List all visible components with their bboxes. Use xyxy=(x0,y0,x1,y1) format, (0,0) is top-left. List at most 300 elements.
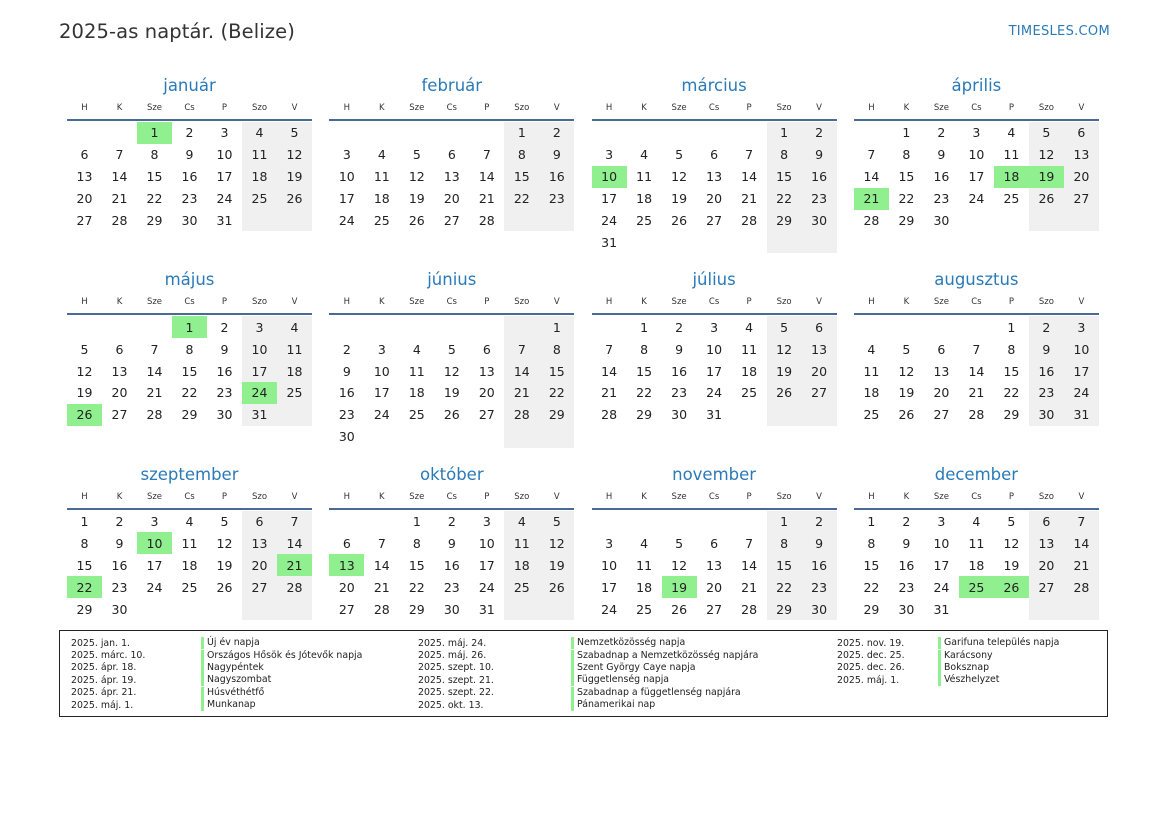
empty-cell xyxy=(592,316,627,338)
day-cell: 16 xyxy=(338,385,355,401)
weekday-label: P xyxy=(1008,103,1014,113)
day-cell: 27 xyxy=(76,213,93,228)
month-7 xyxy=(854,268,1099,462)
day-cell: 21 xyxy=(504,382,539,404)
month-name: június xyxy=(427,270,477,290)
day-cell: 25 xyxy=(504,576,539,598)
day-cell: 7 xyxy=(1064,511,1099,533)
day-cell: 24 xyxy=(478,579,495,595)
day-cell: 17 xyxy=(338,191,355,207)
empty-cell xyxy=(329,122,364,144)
empty-cell xyxy=(434,426,469,448)
weekday-header xyxy=(854,486,1099,508)
day-cell: 30 xyxy=(802,210,837,232)
empty-cell xyxy=(102,316,137,338)
day-cell: 11 xyxy=(636,169,653,185)
day-cell: 24 xyxy=(933,579,950,595)
day-cell: 8 xyxy=(80,535,89,551)
day-cell: 13 xyxy=(111,363,128,379)
day-cell: 3 xyxy=(972,125,981,141)
day-cell: 21 xyxy=(277,554,312,576)
day-cell: 11 xyxy=(863,363,880,379)
day-cell: 8 xyxy=(504,144,539,166)
day-cell: 9 xyxy=(802,532,837,554)
day-cell: 19 xyxy=(76,385,93,401)
day-cell: 8 xyxy=(767,532,802,554)
empty-cell xyxy=(172,598,207,620)
day-cell: 20 xyxy=(706,191,723,207)
day-cell: 20 xyxy=(111,385,128,401)
day-cell: 1 xyxy=(539,316,574,338)
holiday-date: 2025. szept. 21. xyxy=(418,674,494,686)
month-8 xyxy=(67,463,312,657)
day-cell: 15 xyxy=(767,166,802,188)
day-cell: 23 xyxy=(933,191,950,207)
holiday-date: 2025. szept. 10. xyxy=(418,662,494,674)
day-cell: 5 xyxy=(220,514,229,530)
day-cell: 12 xyxy=(76,363,93,379)
weekday-label: Sze xyxy=(671,297,687,308)
empty-cell xyxy=(732,122,767,144)
day-cell: 24 xyxy=(216,191,233,207)
day-cell: 2 xyxy=(220,319,229,335)
weekday-header xyxy=(329,486,574,508)
day-cell: 9 xyxy=(115,535,124,551)
holiday-name: Szabadnap a függetlenség napjára xyxy=(571,687,741,699)
day-cell: 26 xyxy=(767,382,802,404)
day-cell: 5 xyxy=(1029,122,1064,144)
day-cell: 12 xyxy=(216,535,233,551)
holiday-name: Országos Hősök és Jótevők napja xyxy=(201,650,362,662)
empty-cell xyxy=(697,231,732,253)
weekday-label: P xyxy=(1008,297,1014,308)
day-cell: 29 xyxy=(539,404,574,426)
legend-item xyxy=(71,674,362,686)
weekday-label: P xyxy=(484,297,490,308)
day-cell: 16 xyxy=(539,166,574,188)
empty-cell xyxy=(504,210,539,232)
day-cell: 15 xyxy=(863,557,880,573)
day-cell: 22 xyxy=(67,576,102,598)
empty-cell xyxy=(364,511,399,533)
holiday-name: Szabadnap a Nemzetközösség napjára xyxy=(571,650,758,662)
weekday-label: V xyxy=(291,297,298,308)
day-cell: 24 xyxy=(601,601,618,617)
weekday-label: Cs xyxy=(971,491,982,502)
weekday-label: Cs xyxy=(971,103,982,113)
day-cell: 21 xyxy=(601,385,618,401)
day-cell: 27 xyxy=(478,407,495,423)
empty-cell xyxy=(469,122,504,144)
day-cell: 7 xyxy=(745,535,754,551)
day-cell: 26 xyxy=(994,576,1029,598)
day-cell: 30 xyxy=(216,407,233,423)
day-cell: 25 xyxy=(959,576,994,598)
day-cell: 4 xyxy=(242,122,277,144)
legend-item xyxy=(837,637,1059,649)
holiday-name: Függetlenség napja xyxy=(571,674,669,686)
day-cell: 9 xyxy=(675,341,684,357)
holiday-date: 2025. ápr. 19. xyxy=(71,674,137,686)
day-cell: 15 xyxy=(767,554,802,576)
day-cell: 21 xyxy=(1064,554,1099,576)
day-cell: 5 xyxy=(1007,514,1016,530)
day-cell: 27 xyxy=(111,407,128,423)
holiday-name: Pánamerikai nap xyxy=(571,699,655,711)
day-cell: 1 xyxy=(767,122,802,144)
day-cell: 2 xyxy=(802,511,837,533)
empty-cell xyxy=(102,122,137,144)
weekday-label: Cs xyxy=(184,103,195,113)
day-cell: 26 xyxy=(898,407,915,423)
header-rule xyxy=(329,508,574,510)
weekday-label: K xyxy=(116,491,123,502)
empty-cell xyxy=(399,426,434,448)
day-cell: 3 xyxy=(482,514,491,530)
empty-cell xyxy=(434,122,469,144)
legend-item xyxy=(418,674,758,686)
day-cell: 4 xyxy=(412,341,421,357)
day-cell: 1 xyxy=(640,319,649,335)
day-cell: 6 xyxy=(937,341,946,357)
day-cell: 3 xyxy=(342,147,351,163)
site-link[interactable]: TIMESLES.COM xyxy=(1008,24,1110,39)
weekday-label: Szo xyxy=(776,491,792,502)
day-cell: 19 xyxy=(408,191,425,207)
day-cell: 4 xyxy=(1007,125,1016,141)
day-cell: 6 xyxy=(1029,511,1064,533)
day-cell: 17 xyxy=(373,385,390,401)
empty-cell xyxy=(137,598,172,620)
weekday-label: Cs xyxy=(446,297,457,308)
days-grid xyxy=(67,316,312,425)
days-grid xyxy=(329,511,574,620)
empty-cell xyxy=(277,598,312,620)
day-cell: 25 xyxy=(863,407,880,423)
day-cell: 5 xyxy=(675,147,684,163)
day-cell: 20 xyxy=(933,385,950,401)
day-cell: 7 xyxy=(377,535,386,551)
weekday-label: H xyxy=(868,297,875,308)
weekday-label: V xyxy=(553,491,560,502)
day-cell: 14 xyxy=(968,363,985,379)
day-cell: 2 xyxy=(1029,316,1064,338)
day-cell: 25 xyxy=(277,382,312,404)
day-cell: 18 xyxy=(741,363,758,379)
day-cell: 27 xyxy=(706,601,723,617)
empty-cell xyxy=(469,316,504,338)
legend-column xyxy=(837,637,1059,687)
day-cell: 3 xyxy=(937,514,946,530)
empty-cell xyxy=(662,511,697,533)
empty-cell xyxy=(697,511,732,533)
day-cell: 12 xyxy=(671,169,688,185)
day-cell: 8 xyxy=(185,341,194,357)
day-cell: 31 xyxy=(1064,404,1099,426)
empty-cell xyxy=(364,426,399,448)
day-cell: 2 xyxy=(185,125,194,141)
legend-column xyxy=(418,637,758,711)
holiday-name: Nemzetközösség napja xyxy=(571,637,685,649)
day-cell: 13 xyxy=(933,363,950,379)
day-cell: 18 xyxy=(968,557,985,573)
weekday-label: K xyxy=(641,297,647,308)
legend-item xyxy=(418,687,758,699)
legend-item xyxy=(71,699,362,711)
empty-cell xyxy=(1029,210,1064,232)
empty-cell xyxy=(539,426,574,448)
empty-cell xyxy=(854,122,889,144)
day-cell: 6 xyxy=(80,147,89,163)
day-cell: 27 xyxy=(242,576,277,598)
day-cell: 28 xyxy=(111,213,128,228)
weekday-label: Sze xyxy=(146,491,163,502)
day-cell: 11 xyxy=(968,535,985,551)
empty-cell xyxy=(959,210,994,232)
weekday-label: Cs xyxy=(708,491,720,502)
weekday-label: V xyxy=(1078,297,1085,308)
weekday-header xyxy=(329,97,574,119)
weekday-label: V xyxy=(553,297,560,308)
day-cell: 29 xyxy=(146,213,163,228)
day-cell: 5 xyxy=(767,316,802,338)
day-cell: 2 xyxy=(802,122,837,144)
day-cell: 19 xyxy=(898,385,915,401)
month-0 xyxy=(67,74,312,268)
day-cell: 4 xyxy=(185,514,194,530)
day-cell: 31 xyxy=(242,404,277,426)
weekday-label: H xyxy=(605,491,613,502)
holiday-date: 2025. okt. 13. xyxy=(418,699,484,711)
day-cell: 16 xyxy=(898,557,915,573)
day-cell: 30 xyxy=(1029,404,1064,426)
day-cell: 27 xyxy=(1029,576,1064,598)
day-cell: 17 xyxy=(933,557,950,573)
day-cell: 22 xyxy=(539,382,574,404)
day-cell: 30 xyxy=(443,601,460,617)
day-cell: 22 xyxy=(408,579,425,595)
day-cell: 5 xyxy=(277,122,312,144)
day-cell: 14 xyxy=(863,169,880,185)
day-cell: 3 xyxy=(377,341,386,357)
day-cell: 25 xyxy=(373,213,390,228)
holiday-name: Karácsony xyxy=(938,650,993,662)
day-cell: 5 xyxy=(80,341,89,357)
weekday-label: Szo xyxy=(251,297,268,308)
day-cell: 30 xyxy=(802,598,837,620)
empty-cell xyxy=(592,122,627,144)
page-title: 2025-as naptár. (Belize) xyxy=(59,20,295,43)
header-rule xyxy=(67,313,312,315)
day-cell: 25 xyxy=(636,601,653,617)
day-cell: 15 xyxy=(181,363,198,379)
day-cell: 1 xyxy=(1007,319,1016,335)
holiday-name: Nagypéntek xyxy=(201,662,264,674)
day-cell: 16 xyxy=(181,169,198,185)
day-cell: 24 xyxy=(1064,382,1099,404)
day-cell: 9 xyxy=(447,535,456,551)
day-cell: 23 xyxy=(338,407,355,423)
month-name: december xyxy=(934,464,1019,484)
day-cell: 13 xyxy=(706,557,723,573)
weekday-header xyxy=(854,97,1099,119)
day-cell: 23 xyxy=(671,385,688,401)
legend-item xyxy=(71,687,362,699)
day-cell: 21 xyxy=(741,579,758,595)
day-cell: 27 xyxy=(802,382,837,404)
day-cell: 19 xyxy=(539,554,574,576)
weekday-label: Szo xyxy=(1038,103,1054,113)
day-cell: 9 xyxy=(1029,338,1064,360)
day-cell: 4 xyxy=(972,514,981,530)
day-cell: 2 xyxy=(115,514,124,530)
day-cell: 3 xyxy=(220,125,229,141)
day-cell: 2 xyxy=(447,514,456,530)
day-cell: 1 xyxy=(80,514,89,530)
weekday-label: P xyxy=(221,103,228,113)
day-cell: 28 xyxy=(373,601,390,617)
day-cell: 16 xyxy=(671,363,688,379)
weekday-label: K xyxy=(116,297,123,308)
day-cell: 10 xyxy=(601,557,618,573)
empty-cell xyxy=(329,511,364,533)
day-cell: 22 xyxy=(1003,385,1020,401)
weekday-header xyxy=(854,291,1099,313)
day-cell: 8 xyxy=(902,147,911,163)
empty-cell xyxy=(802,404,837,426)
day-cell: 14 xyxy=(1064,532,1099,554)
empty-cell xyxy=(137,316,172,338)
day-cell: 24 xyxy=(242,382,277,404)
day-cell: 11 xyxy=(373,169,390,185)
day-cell: 14 xyxy=(146,363,163,379)
empty-cell xyxy=(539,598,574,620)
month-name: február xyxy=(421,76,483,95)
holiday-date: 2025. dec. 26. xyxy=(837,662,905,674)
day-cell: 28 xyxy=(968,407,985,423)
weekday-label: Cs xyxy=(184,297,195,308)
weekday-label: H xyxy=(81,297,88,308)
header-rule xyxy=(67,119,312,121)
day-cell: 8 xyxy=(867,535,876,551)
day-cell: 19 xyxy=(277,166,312,188)
weekday-header xyxy=(592,97,837,119)
weekday-label: Sze xyxy=(671,103,687,113)
header-rule xyxy=(854,313,1099,315)
day-cell: 27 xyxy=(706,213,723,228)
day-cell: 16 xyxy=(802,166,837,188)
day-cell: 26 xyxy=(539,576,574,598)
month-3 xyxy=(854,74,1099,268)
empty-cell xyxy=(924,316,959,338)
day-cell: 30 xyxy=(181,213,198,228)
weekday-label: H xyxy=(343,491,350,502)
month-name: november xyxy=(672,464,757,484)
empty-cell xyxy=(732,511,767,533)
day-cell: 15 xyxy=(898,169,915,185)
holiday-name: Új év napja xyxy=(201,637,260,649)
day-cell: 28 xyxy=(601,407,618,423)
day-cell: 25 xyxy=(741,385,758,401)
empty-cell xyxy=(802,231,837,253)
month-9 xyxy=(329,463,574,657)
day-cell: 17 xyxy=(706,363,723,379)
day-cell: 20 xyxy=(242,554,277,576)
day-cell: 4 xyxy=(745,319,754,335)
day-cell: 13 xyxy=(802,338,837,360)
day-cell: 10 xyxy=(706,341,723,357)
day-cell: 29 xyxy=(767,598,802,620)
holiday-legend xyxy=(59,630,1108,717)
day-cell: 28 xyxy=(741,601,758,617)
holiday-date: 2025. máj. 24. xyxy=(418,637,487,649)
holiday-name: Boksznap xyxy=(938,662,989,674)
weekday-header xyxy=(67,291,312,313)
day-cell: 4 xyxy=(640,147,649,163)
day-cell: 6 xyxy=(115,341,124,357)
day-cell: 1 xyxy=(412,514,421,530)
day-cell: 25 xyxy=(408,407,425,423)
holiday-date: 2025. máj. 1. xyxy=(71,699,134,711)
day-cell: 3 xyxy=(605,535,614,551)
day-cell: 23 xyxy=(802,576,837,598)
day-cell: 6 xyxy=(1064,122,1099,144)
day-cell: 19 xyxy=(662,576,697,598)
day-cell: 28 xyxy=(863,213,880,228)
day-cell: 20 xyxy=(443,191,460,207)
day-cell: 21 xyxy=(146,385,163,401)
weekday-label: H xyxy=(868,103,875,113)
weekday-label: K xyxy=(903,297,910,308)
day-cell: 15 xyxy=(504,166,539,188)
header-rule xyxy=(854,508,1099,510)
day-cell: 23 xyxy=(1029,382,1064,404)
day-cell: 14 xyxy=(478,169,495,185)
day-cell: 3 xyxy=(710,319,719,335)
day-cell: 29 xyxy=(408,601,425,617)
day-cell: 2 xyxy=(937,125,946,141)
days-grid xyxy=(854,122,1099,231)
day-cell: 16 xyxy=(933,169,950,185)
day-cell: 31 xyxy=(478,601,495,617)
day-cell: 4 xyxy=(640,535,649,551)
day-cell: 26 xyxy=(671,601,688,617)
empty-cell xyxy=(732,404,767,426)
day-cell: 27 xyxy=(443,213,460,228)
day-cell: 2 xyxy=(539,122,574,144)
day-cell: 17 xyxy=(601,579,618,595)
day-cell: 3 xyxy=(242,316,277,338)
empty-cell xyxy=(399,122,434,144)
day-cell: 7 xyxy=(482,147,491,163)
day-cell: 18 xyxy=(277,360,312,382)
day-cell: 10 xyxy=(242,338,277,360)
empty-cell xyxy=(627,511,662,533)
weekday-label: Cs xyxy=(708,297,720,308)
day-cell: 18 xyxy=(181,557,198,573)
weekday-label: Cs xyxy=(184,491,195,502)
day-cell: 11 xyxy=(242,144,277,166)
day-cell: 20 xyxy=(1064,166,1099,188)
day-cell: 28 xyxy=(741,213,758,228)
weekday-label: K xyxy=(379,103,385,113)
day-cell: 20 xyxy=(1029,554,1064,576)
holiday-name: Szent György Caye napja xyxy=(571,662,696,674)
day-cell: 20 xyxy=(338,579,355,595)
weekday-label: Sze xyxy=(409,103,425,113)
day-cell: 13 xyxy=(478,363,495,379)
weekday-label: Cs xyxy=(971,297,982,308)
